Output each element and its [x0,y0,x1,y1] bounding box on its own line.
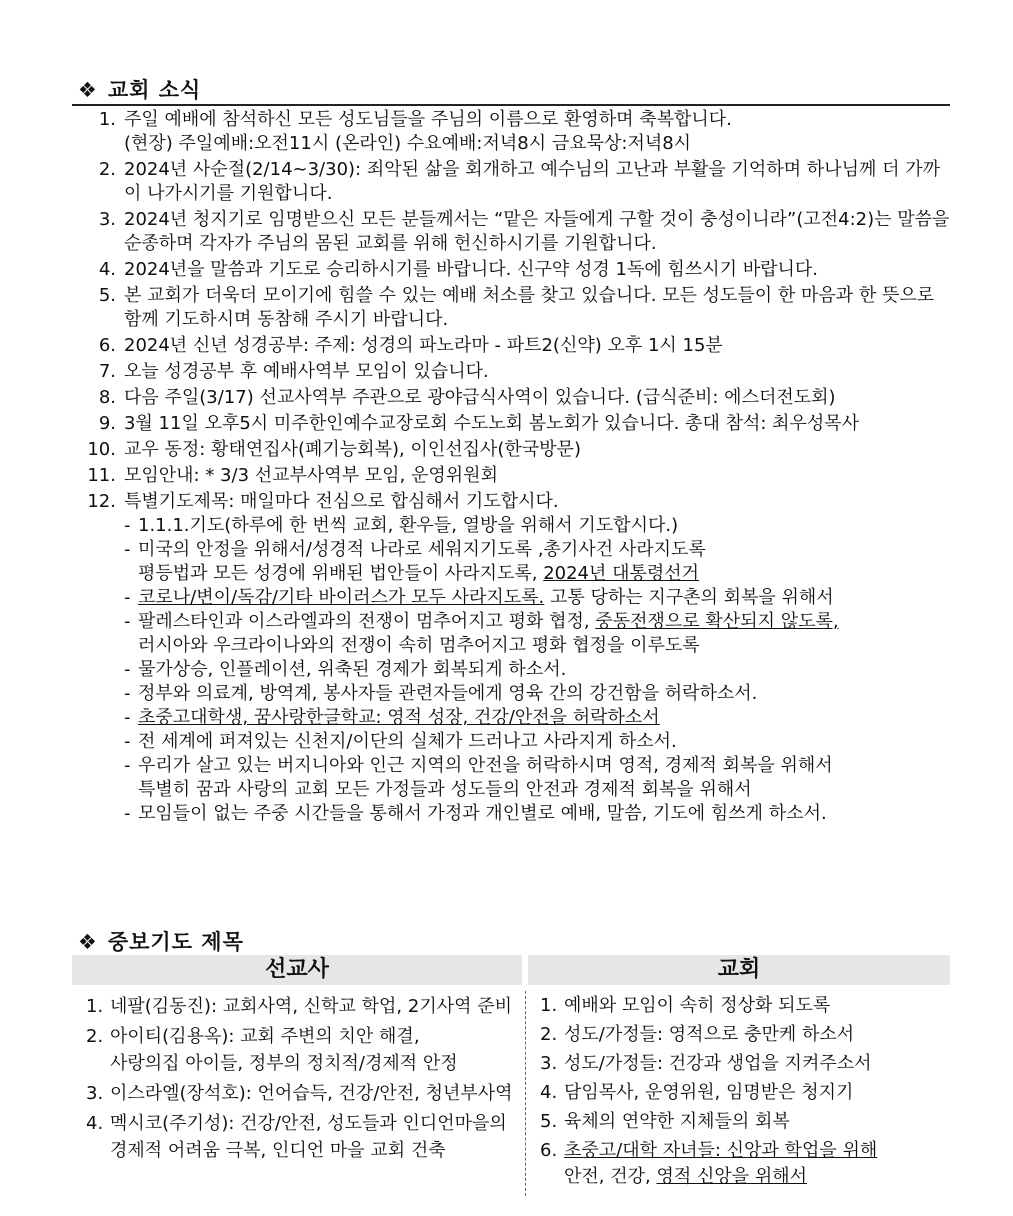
prayer-item: - 우리가 살고 있는 버지니아와 인근 지역의 안전을 허락하시며 영적, 경제적 회복을 위해서 특별히 꿈과 사랑의 교회 모든 가정들과 성도들의 안전과 경제적 회복을 위해서 [124,755,833,800]
church-list [540,993,948,1193]
prayer-item: - 1.1.1.기도(하루에 한 번씩 교회, 환우들, 열방을 위해서 기도합시다.) [124,515,679,536]
list-item: 2. 성도/가정들: 영적으로 충만케 하소서 [540,1024,855,1045]
list-item: 5. 본 교회가 더욱더 모이기에 힘쓸 수 있는 예배 처소를 찾고 있습니다. 모든 성도들이 한 마음과 한 뜻으로 함께 기도하시며 동참해 주시기 바랍니다. [98,285,935,330]
missionary-column-header: 선교사 [72,955,522,985]
list-item: 11. 모임안내: * 3/3 선교부사역부 모임, 운영위원회 [87,465,498,486]
prayer-item: - 정부와 의료계, 방역계, 봉사자들 관련자들에게 영육 간의 강건함을 허락하소서. [124,683,758,704]
list-item: 8. 다음 주일(3/17) 선교사역부 주관으로 광야급식사역이 있습니다. (급식준비: 에스더전도회) [98,387,836,408]
church-column-header: 교회 [528,955,950,985]
intercession-table [72,955,950,1200]
prayer-item: - 모임들이 없는 주중 시간들을 통해서 가정과 개인별로 예배, 말씀, 기도에 힘쓰게 하소서. [124,803,827,824]
list-item: 1. 네팔(김동진): 교회사역, 신학교 학업, 2기사역 준비 [86,996,512,1017]
list-item: 2. 아이티(김용옥): 교회 주변의 치안 해결, 사랑의집 아이들, 정부의 정치적/경제적 안정 [86,1026,458,1074]
section-divider [72,104,950,106]
intercession-heading: 중보기도 제목 [107,930,244,954]
list-item: 4. 담임목사, 운영위원, 임명받은 청지기 [540,1082,854,1103]
list-item: 2. 2024년 사순절(2/14~3/30): 죄악된 삶을 회개하고 예수님의 고난과 부활을 기억하며 하나님께 더 가까이 나가시기를 기원합니다. [98,159,940,204]
list-item: 6. 초중고/대학 자녀들: 신앙과 학업을 위해 안전, 건강, 영적 신앙을 위해서 [540,1140,878,1187]
prayer-item: - 초중고대학생, 꿈사랑한글학교: 영적 성장, 건강/안전을 허락하소서 [124,707,660,728]
list-item: 1. 주일 예배에 참석하신 모든 성도님들을 주님의 이름으로 환영하며 축복합니다. (현장) 주일예배:오전11시 (온라인) 수요예배:저녁8시 금요묵상:저녁8시 [98,109,732,154]
list-item: 12. 특별기도제목: 매일마다 전심으로 합심해서 기도합시다. - 1.1.1.기도(하루에 한 번씩 교회, 환우들, 열방을 위해서 기도합시다.) - 미국의 안정을 위해서/성경적 나라로 세워지기도록 ,총기사건 사라지도록 평등법과 모든 성경에 위배된 법안들이 사라지도록, 2024년 대통령선거 - 코로나/변이/독감/기타 바이러스가 모두 사라지도록. 고통 당하는 지구촌의 회복을 위해서 - 팔레스타인과 이스라엘과의 전쟁이 멈추어지고 평화 협정, 중동전쟁으로 확산되지 않도록, 러시아와 우크라이나와의 전쟁이 속히 멈추어지고 평화 협정을 이루도록 - 물가상승, 인플레이션, 위축된 경제가 회복되게 하소서. - 정부와 의료계, 방역계, 봉사자들 관련자들에게 영육 간의 강건함을 허락하소서. - 초중고대학생, 꿈사랑한글학교: 영적 성장, 건강/안전을 허락하소서 - 전 세계에 퍼져있는 신천지/이단의 실체가 드러나고 사라지게 하소서. - 우리가 살고 있는 버지니아와 인근 지역의 안전을 허락하시며 영적, 경제적 회복을 위해서 특별히 꿈과 사랑의 교회 모든 가정들과 성도들의 안전과 경제적 회복을 위해서 - 모임들이 없는 주중 시간들을 통해서 가정과 개인별로 예배, 말씀, 기도에 힘쓰게 하소서. [72,490,950,826]
list-item: 10. 교우 동정: 황태연집사(폐기능회복), 이인선집사(한국방문) [87,439,581,460]
diamond-bullet-icon: ❖ [78,78,98,102]
list-item: 7. 오늘 성경공부 후 예배사역부 모임이 있습니다. [98,361,489,382]
diamond-bullet-icon: ❖ [78,930,98,954]
church-news-heading: 교회 소식 [107,78,202,102]
prayer-item: - 코로나/변이/독감/기타 바이러스가 모두 사라지도록. 고통 당하는 지구촌의 회복을 위해서 [124,587,834,608]
missionary-list [86,993,526,1167]
list-item: 3. 성도/가정들: 건강과 생업을 지켜주소서 [540,1053,872,1074]
list-item: 4. 2024년을 말씀과 기도로 승리하시기를 바랍니다. 신구약 성경 1독에 힘쓰시기 바랍니다. [98,259,818,280]
list-item: 3. 이스라엘(장석호): 언어습득, 건강/안전, 청년부사역 [86,1083,513,1104]
prayer-item: - 팔레스타인과 이스라엘과의 전쟁이 멈추어지고 평화 협정, 중동전쟁으로 확산되지 않도록, 러시아와 우크라이나와의 전쟁이 속히 멈추어지고 평화 협정을 이루도록 [124,611,839,656]
church-news-title [78,74,201,104]
list-item: 4. 멕시코(주기성): 건강/안전, 성도들과 인디언마을의 경제적 어려움 극복, 인디언 마을 교회 건축 [86,1113,507,1161]
list-item: 3. 2024년 청지기로 임명받으신 모든 분들께서는 “맡은 자들에게 구할 것이 충성이니라”(고전4:2)는 말씀을 순종하며 각자가 주님의 몸된 교회를 위해 헌신하시기를 기원합니다. [98,209,950,254]
prayer-item: - 물가상승, 인플레이션, 위축된 경제가 회복되게 하소서. [124,659,567,680]
prayer-item: - 전 세계에 퍼져있는 신천지/이단의 실체가 드러나고 사라지게 하소서. [124,731,677,752]
prayer-item: - 미국의 안정을 위해서/성경적 나라로 세워지기도록 ,총기사건 사라지도록 평등법과 모든 성경에 위배된 법안들이 사라지도록, 2024년 대통령선거 [124,539,706,584]
list-item: 6. 2024년 신년 성경공부: 주제: 성경의 파노라마 - 파트2(신약) 오후 1시 15분 [98,335,723,356]
church-news-list [72,108,950,828]
list-item: 1. 예배와 모임이 속히 정상화 되도록 [540,995,831,1016]
list-item: 9. 3월 11일 오후5시 미주한인예수교장로회 수도노회 봄노회가 있습니다. 총대 참석: 최우성목사 [98,413,860,434]
list-item: 5. 육체의 연약한 지체들의 회복 [540,1111,790,1132]
intercession-title [78,926,244,956]
